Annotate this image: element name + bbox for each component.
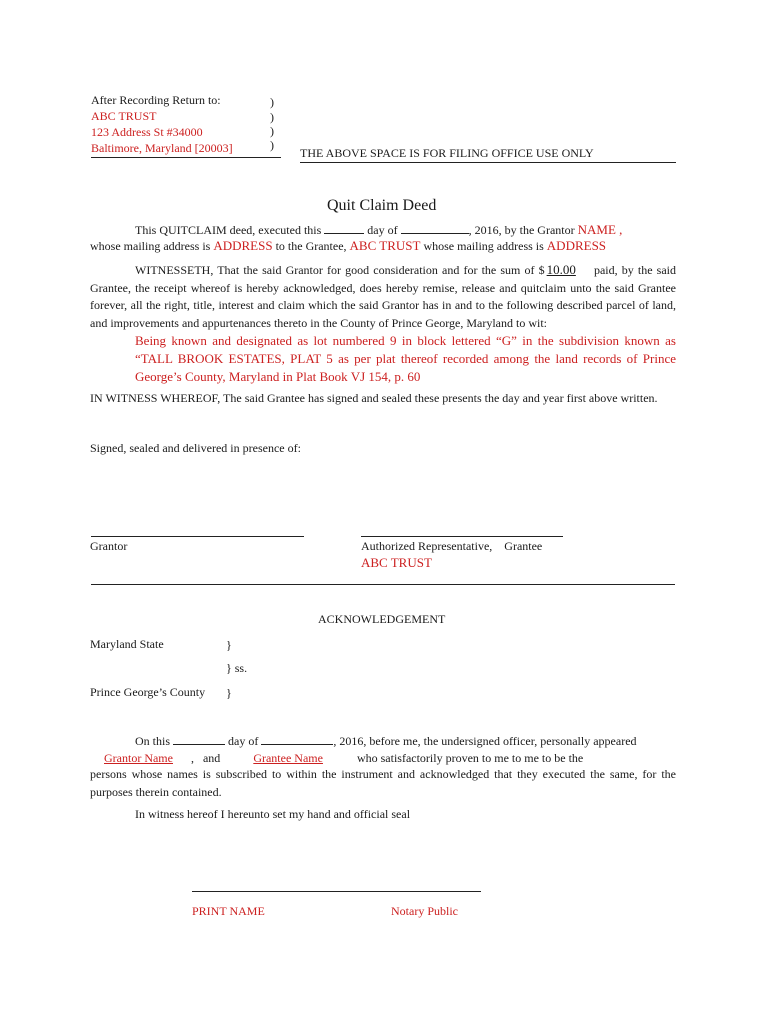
bracket-2: ) bbox=[270, 110, 274, 124]
state-brace: } bbox=[226, 638, 232, 652]
ack-grantee-name: Grantee Name bbox=[253, 751, 323, 765]
state-label: Maryland State bbox=[90, 637, 164, 651]
para2-text2: paid, by the said Grantee, the receipt whereof is hereby acknowledged, does hereby remise, release and quitclaim unto the said Grantee forever, all the right, title, interest and claim which the said Grantor has in and to the following described parcel of land, and improvements and appurtenances thereto in the County of Prince George, Maryland to wit: bbox=[90, 263, 676, 330]
seal-line: In witness hereof I hereunto set my hand and official seal bbox=[135, 807, 411, 821]
para1-text3: , 2016, by the Grantor bbox=[468, 223, 575, 237]
representative-name: ABC TRUST bbox=[361, 555, 432, 570]
ack-text1: On this bbox=[135, 734, 171, 748]
bracket-3: ) bbox=[270, 124, 274, 138]
ack-line2 bbox=[90, 751, 583, 766]
return-name: ABC TRUST bbox=[91, 109, 157, 123]
bracket-4: ) bbox=[270, 138, 274, 152]
para2-text1: WITNESSETH, That the said Grantor for good consideration and for the sum of $ bbox=[135, 263, 545, 277]
ack-text2: day of bbox=[228, 734, 259, 748]
para1-line2 bbox=[90, 238, 606, 254]
ack-text3: , 2016, before me, the undersigned officer, personally appeared bbox=[333, 734, 637, 748]
header-rule-left bbox=[91, 157, 281, 158]
para1-text1: This QUITCLAIM deed, executed this bbox=[135, 223, 322, 237]
grantee-signature-line bbox=[361, 536, 563, 537]
ack-month-blank bbox=[261, 744, 333, 745]
month-blank bbox=[401, 233, 469, 234]
grantor-address: ADDRESS bbox=[213, 238, 273, 253]
return-city: Baltimore, Maryland [20003] bbox=[91, 141, 233, 155]
section-divider bbox=[91, 584, 675, 585]
para1-text5: to the Grantee, bbox=[275, 239, 347, 253]
notary-public-label: Notary Public bbox=[391, 904, 458, 918]
grantor-name: NAME , bbox=[577, 222, 623, 237]
ack-date-blank bbox=[173, 744, 225, 745]
consideration-amount: 10.00 bbox=[546, 262, 576, 277]
para1-text2: day of bbox=[367, 223, 398, 237]
county-brace: } bbox=[226, 686, 232, 700]
ss-label: } ss. bbox=[226, 661, 248, 675]
representative-label: Authorized Representative, Grantee bbox=[361, 539, 543, 553]
para1-text6: whose mailing address is bbox=[423, 239, 544, 253]
print-name-label: PRINT NAME bbox=[192, 904, 265, 918]
ack-grantor-name: Grantor Name bbox=[104, 751, 173, 765]
county-label: Prince George’s County bbox=[90, 685, 206, 699]
grantee-address: ADDRESS bbox=[546, 238, 607, 253]
grantor-signature-line bbox=[91, 536, 304, 537]
ack-text4: who satisfactorily proven to me to me to be the bbox=[356, 751, 584, 765]
return-label: After Recording Return to: bbox=[91, 93, 221, 107]
acknowledgement-heading: ACKNOWLEDGEMENT bbox=[318, 612, 446, 626]
ack-and: , and bbox=[190, 751, 221, 765]
date-blank bbox=[324, 233, 364, 234]
notary-signature-line bbox=[192, 891, 481, 892]
grantor-label: Grantor bbox=[90, 539, 128, 553]
ack-line1 bbox=[135, 734, 637, 749]
witnesseth-paragraph bbox=[90, 261, 676, 332]
bracket-1: ) bbox=[270, 95, 274, 109]
document-title: Quit Claim Deed bbox=[327, 197, 437, 214]
ack-paragraph-tail: persons whose names is subscribed to within the instrument and acknowledged that they executed the same, for the purposes therein contained. bbox=[90, 767, 676, 799]
signed-sealed-line: Signed, sealed and delivered in presence of: bbox=[90, 441, 301, 455]
return-address: 123 Address St #34000 bbox=[91, 125, 203, 139]
legal-description: Being known and designated as lot numbered 9 in block lettered “G” in the subdivision known as “TALL BROOK ESTATES, PLAT 5 as per plat thereof recorded among the land records of Prince George’s County, Maryland in Plat Book VJ 154, p. 60 bbox=[135, 333, 676, 384]
para1-line1 bbox=[135, 222, 622, 238]
grantee-name: ABC TRUST bbox=[349, 238, 421, 253]
para1-text4: whose mailing address is bbox=[90, 239, 211, 253]
filing-notice: THE ABOVE SPACE IS FOR FILING OFFICE USE ONLY bbox=[300, 146, 676, 163]
witness-clause: IN WITNESS WHEREOF, The said Grantee has signed and sealed these presents the day and year first above written. bbox=[90, 391, 658, 405]
